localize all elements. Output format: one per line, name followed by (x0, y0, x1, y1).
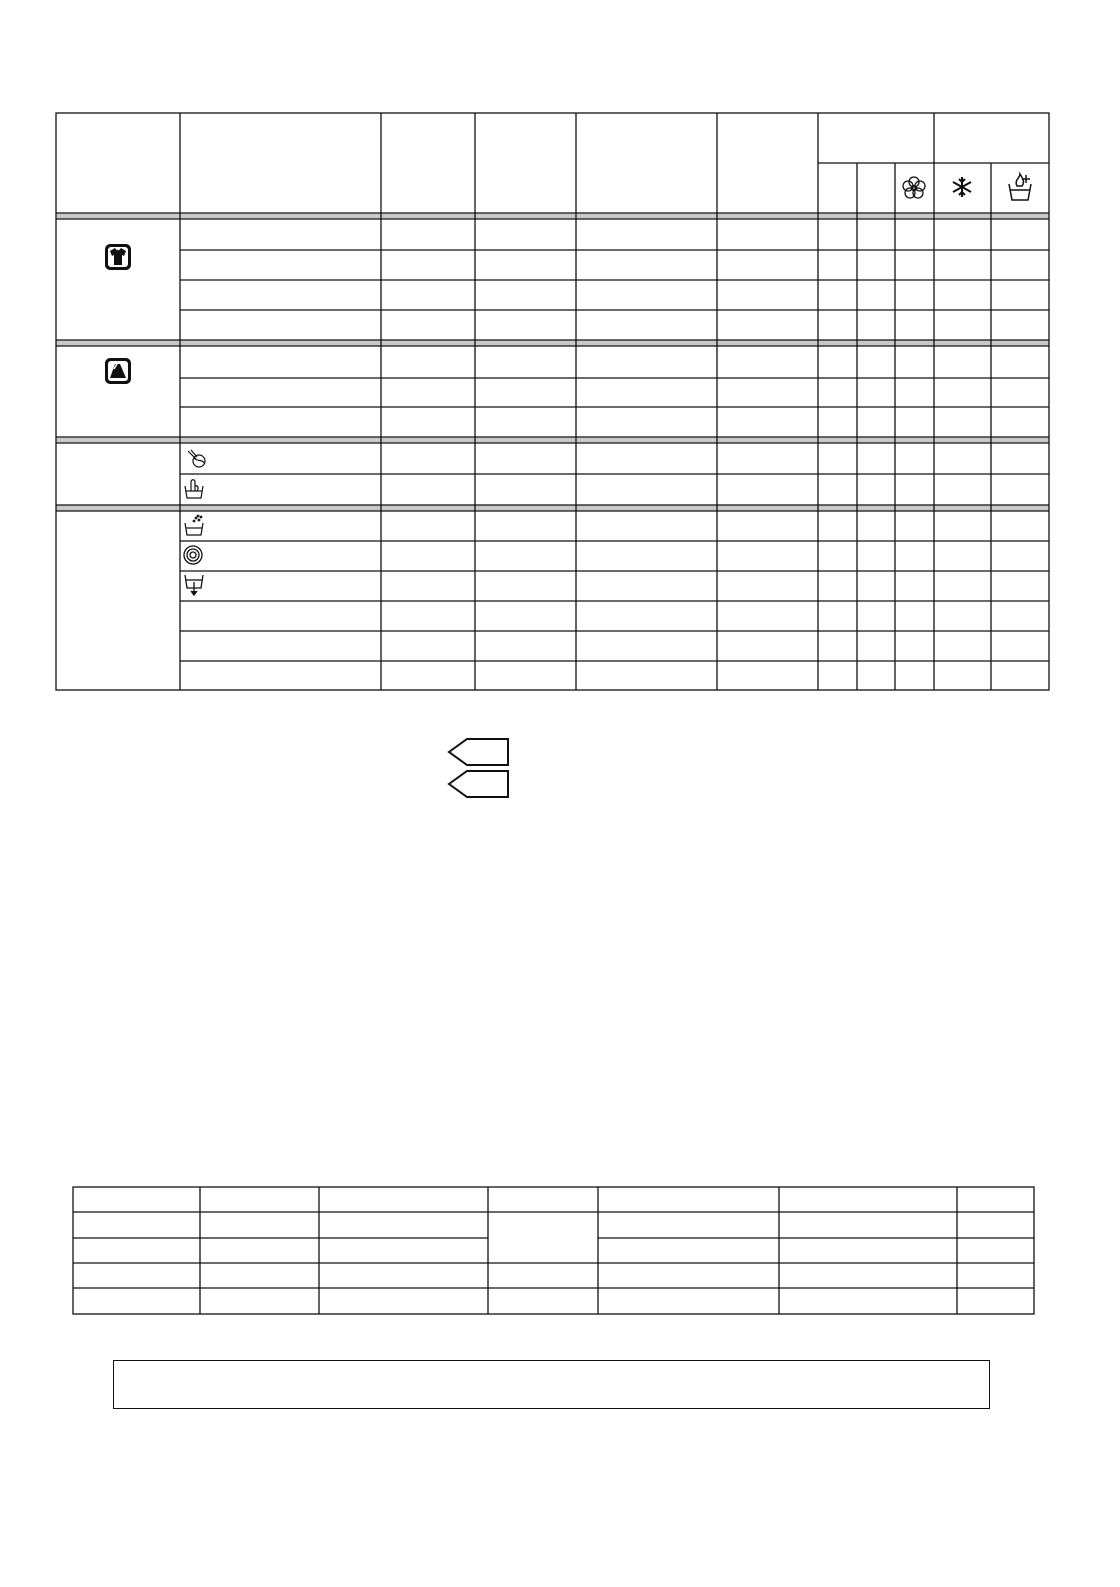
note-box (113, 1360, 990, 1409)
note-text (114, 1361, 989, 1373)
